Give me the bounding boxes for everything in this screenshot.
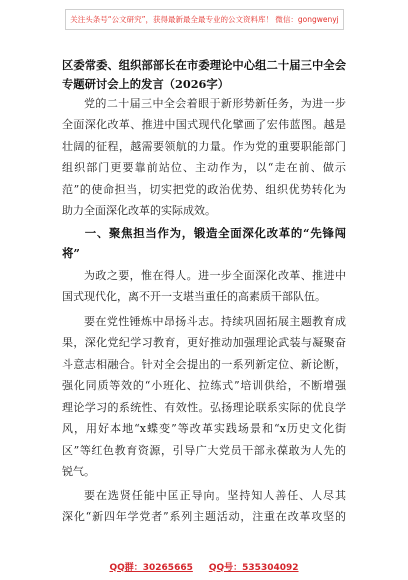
paragraph-line: 壮阔的征程，越需要领航的力量。作为党的重要职能部门	[62, 139, 346, 153]
paragraph-line: 斗意志相融合。针对全会提出的一系列新定位、新论断，	[62, 357, 346, 371]
heading-line: 一、聚焦担当作为，锻造全面深化改革的“先锋闯	[84, 226, 346, 240]
paragraph-line: 范”的使命担当，切实把党的政治优势、组织优势转化为	[62, 182, 346, 196]
paragraph-1	[62, 93, 346, 222]
title-line: 区委常委、组织部部长在市委理论中心组二十届三中全会	[62, 58, 346, 72]
paragraph-line: 强化同质等效的“小班化、拉练式”培训供给，不断增强	[62, 379, 346, 393]
promo-banner-text: 关注头条号“公文研究”，获得最新最全最专业的公文资料库！ 微信：gongwenyj	[70, 15, 339, 24]
paragraph-line: 为政之要，惟在得人。进一步全面深化改革、推进中	[84, 269, 346, 282]
paragraph-line: 深化“新四年学党者”系列主题活动，注重在改革攻坚的	[62, 510, 346, 524]
paragraph-2	[62, 265, 346, 308]
paragraph-line: 国式现代化，离不开一支堪当重任的高素质干部队伍。	[62, 290, 326, 304]
paragraph-line: 要在选贤任能中匡正导向。坚持知人善任、人尽其	[84, 489, 346, 502]
section-heading-1	[62, 224, 346, 263]
document-title	[62, 56, 346, 94]
promo-banner	[65, 9, 344, 30]
paragraph-line: 党的二十届三中全会着眼于新形势新任务，为进一步	[84, 97, 346, 110]
paragraph-line: 全面深化改革、推进中国式现代化擘画了宏伟蓝图。越是	[62, 118, 346, 132]
page-footer	[0, 558, 408, 574]
paragraph-line: 助力全面深化改革的实际成效。	[62, 204, 216, 218]
heading-line: 将”	[62, 245, 80, 260]
title-line: 专题研讨会上的发言（2026字）	[62, 77, 230, 91]
qq-group-text: QQ群：30265665	[109, 562, 193, 573]
qq-number-text: QQ号：535304092	[208, 562, 299, 573]
paragraph-line: 风，用好本地“x蝶变”等改革实践场景和“x历史文化街	[62, 422, 346, 436]
paragraph-line: 组织部门更要靠前站位、主动作为，以“走在前、做示	[62, 161, 346, 175]
paragraph-3	[62, 311, 346, 483]
paragraph-line: 要在党性锤炼中昂扬斗志。持续巩固拓展主题教育成	[84, 315, 346, 328]
paragraph-line: 果，深化党纪学习教育，更好推动加强理论武装与凝聚奋	[62, 336, 346, 350]
paragraph-line: 区”等红色教育资源，引导广大党员干部永葆敢为人先的	[62, 443, 346, 457]
paragraph-line: 理论学习的系统性、有效性。弘扬理论联系实际的优良学	[62, 400, 346, 414]
paragraph-4	[62, 485, 346, 528]
paragraph-line: 锐气。	[62, 465, 95, 479]
